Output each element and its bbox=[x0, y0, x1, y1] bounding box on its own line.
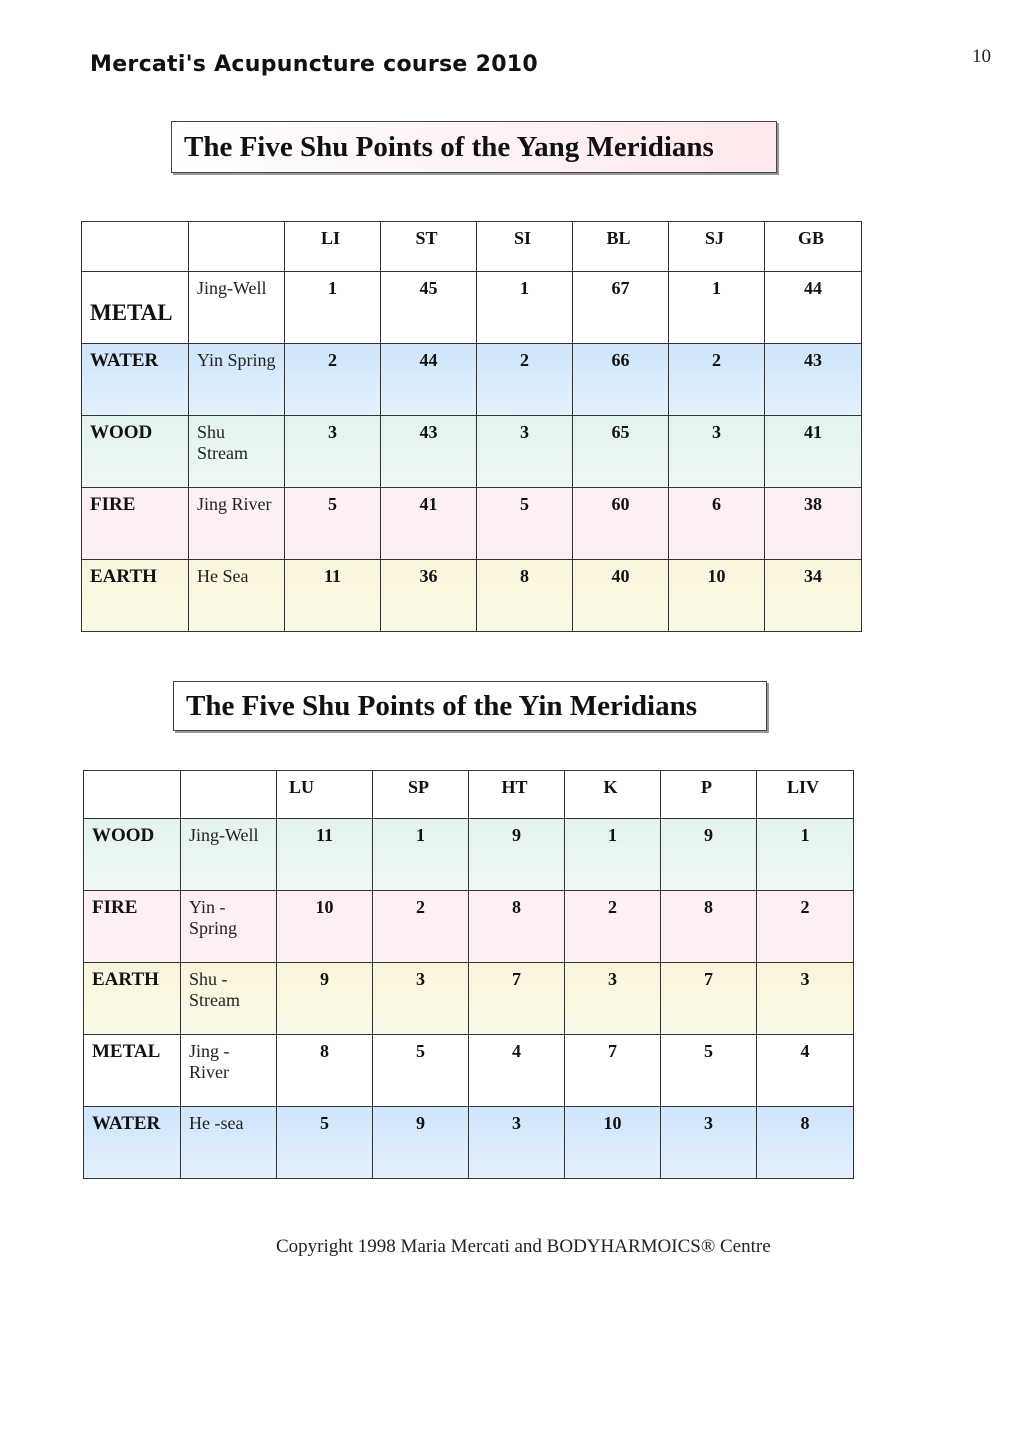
yin-header-blank-point bbox=[181, 771, 277, 819]
point-number: 40 bbox=[573, 560, 669, 632]
point-name: Shu Stream bbox=[189, 416, 285, 488]
point-number: 1 bbox=[285, 272, 381, 344]
point-number: 43 bbox=[765, 344, 862, 416]
yin-col-header: P bbox=[661, 771, 757, 819]
table-row bbox=[82, 488, 862, 560]
yin-col-header: SP bbox=[373, 771, 469, 819]
point-number: 2 bbox=[757, 891, 854, 963]
point-number: 8 bbox=[469, 891, 565, 963]
point-number: 1 bbox=[757, 819, 854, 891]
yang-header-blank-point bbox=[189, 222, 285, 272]
yang-section-title: The Five Shu Points of the Yang Meridians bbox=[171, 121, 777, 173]
point-number: 2 bbox=[373, 891, 469, 963]
point-number: 44 bbox=[765, 272, 862, 344]
point-name: He Sea bbox=[189, 560, 285, 632]
point-number: 1 bbox=[669, 272, 765, 344]
table-row bbox=[82, 560, 862, 632]
element-label: FIRE bbox=[82, 488, 189, 560]
point-name: He -sea bbox=[181, 1107, 277, 1179]
table-row bbox=[84, 963, 854, 1035]
yin-header-row bbox=[84, 771, 854, 819]
table-row bbox=[84, 819, 854, 891]
point-number: 41 bbox=[381, 488, 477, 560]
point-number: 5 bbox=[661, 1035, 757, 1107]
yang-col-header: SI bbox=[477, 222, 573, 272]
element-label: WOOD bbox=[82, 416, 189, 488]
point-number: 8 bbox=[277, 1035, 373, 1107]
point-number: 2 bbox=[565, 891, 661, 963]
point-number: 7 bbox=[565, 1035, 661, 1107]
point-number: 1 bbox=[477, 272, 573, 344]
point-number: 41 bbox=[765, 416, 862, 488]
yang-col-header: GB bbox=[765, 222, 862, 272]
table-row bbox=[84, 1107, 854, 1179]
yin-section-title: The Five Shu Points of the Yin Meridians bbox=[173, 681, 767, 731]
point-number: 67 bbox=[573, 272, 669, 344]
yin-header-blank-element bbox=[84, 771, 181, 819]
point-number: 3 bbox=[477, 416, 573, 488]
point-number: 2 bbox=[285, 344, 381, 416]
element-label: WOOD bbox=[84, 819, 181, 891]
point-number: 9 bbox=[661, 819, 757, 891]
page-header-title: Mercati's Acupuncture course 2010 bbox=[90, 52, 539, 77]
page-number: 10 bbox=[972, 46, 991, 67]
point-name: Yin Spring bbox=[189, 344, 285, 416]
yin-shu-points-table bbox=[83, 770, 854, 1179]
point-number: 38 bbox=[765, 488, 862, 560]
point-number: 5 bbox=[373, 1035, 469, 1107]
point-number: 3 bbox=[373, 963, 469, 1035]
table-row bbox=[84, 1035, 854, 1107]
yin-col-header: LU bbox=[277, 771, 373, 819]
point-number: 2 bbox=[477, 344, 573, 416]
point-name: Jing-Well bbox=[189, 272, 285, 344]
element-label: FIRE bbox=[84, 891, 181, 963]
table-row bbox=[82, 344, 862, 416]
point-number: 1 bbox=[565, 819, 661, 891]
point-number: 9 bbox=[373, 1107, 469, 1179]
point-number: 7 bbox=[661, 963, 757, 1035]
point-number: 10 bbox=[277, 891, 373, 963]
point-number: 8 bbox=[477, 560, 573, 632]
point-number: 5 bbox=[285, 488, 381, 560]
table-row bbox=[82, 272, 862, 344]
element-label: WATER bbox=[82, 344, 189, 416]
point-number: 7 bbox=[469, 963, 565, 1035]
yang-col-header: ST bbox=[381, 222, 477, 272]
point-number: 45 bbox=[381, 272, 477, 344]
copyright-notice: Copyright 1998 Maria Mercati and BODYHARMOICS® Centre bbox=[276, 1236, 771, 1257]
table-row bbox=[82, 416, 862, 488]
point-number: 11 bbox=[277, 819, 373, 891]
point-number: 5 bbox=[477, 488, 573, 560]
point-name: Jing-Well bbox=[181, 819, 277, 891]
point-number: 43 bbox=[381, 416, 477, 488]
point-number: 44 bbox=[381, 344, 477, 416]
point-number: 9 bbox=[277, 963, 373, 1035]
yang-col-header: BL bbox=[573, 222, 669, 272]
point-name: Jing River bbox=[189, 488, 285, 560]
yang-header-row bbox=[82, 222, 862, 272]
yin-col-header: LIV bbox=[757, 771, 854, 819]
point-name: Jing - River bbox=[181, 1035, 277, 1107]
element-label: EARTH bbox=[84, 963, 181, 1035]
point-number: 3 bbox=[669, 416, 765, 488]
point-name: Shu - Stream bbox=[181, 963, 277, 1035]
point-number: 3 bbox=[469, 1107, 565, 1179]
point-number: 60 bbox=[573, 488, 669, 560]
yang-col-header: SJ bbox=[669, 222, 765, 272]
point-number: 5 bbox=[277, 1107, 373, 1179]
point-number: 3 bbox=[285, 416, 381, 488]
point-number: 2 bbox=[669, 344, 765, 416]
point-number: 6 bbox=[669, 488, 765, 560]
point-number: 36 bbox=[381, 560, 477, 632]
point-number: 11 bbox=[285, 560, 381, 632]
yin-col-header: HT bbox=[469, 771, 565, 819]
point-number: 3 bbox=[757, 963, 854, 1035]
point-number: 8 bbox=[757, 1107, 854, 1179]
point-number: 34 bbox=[765, 560, 862, 632]
yang-header-blank-element bbox=[82, 222, 189, 272]
yang-shu-points-table bbox=[81, 221, 862, 632]
point-number: 8 bbox=[661, 891, 757, 963]
point-number: 10 bbox=[669, 560, 765, 632]
point-number: 3 bbox=[661, 1107, 757, 1179]
point-number: 4 bbox=[757, 1035, 854, 1107]
point-number: 1 bbox=[373, 819, 469, 891]
yin-col-header: K bbox=[565, 771, 661, 819]
element-label: METAL bbox=[84, 1035, 181, 1107]
element-label: METAL bbox=[82, 272, 189, 344]
point-number: 66 bbox=[573, 344, 669, 416]
point-number: 3 bbox=[565, 963, 661, 1035]
point-number: 4 bbox=[469, 1035, 565, 1107]
point-number: 9 bbox=[469, 819, 565, 891]
point-number: 10 bbox=[565, 1107, 661, 1179]
point-number: 65 bbox=[573, 416, 669, 488]
element-label: EARTH bbox=[82, 560, 189, 632]
element-label: WATER bbox=[84, 1107, 181, 1179]
yang-col-header: LI bbox=[285, 222, 381, 272]
point-name: Yin - Spring bbox=[181, 891, 277, 963]
table-row bbox=[84, 891, 854, 963]
